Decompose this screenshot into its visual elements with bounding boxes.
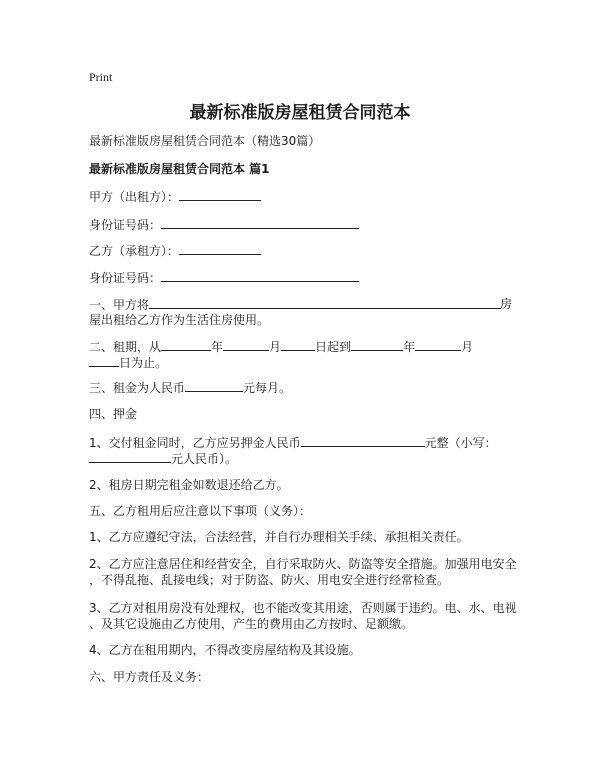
rent-blank — [185, 379, 243, 392]
clause-4-title: 四、押金 — [89, 407, 138, 421]
clause-5-3-line-2: 、及其它设施由乙方使用，产生的费用由乙方按时、足额缴。 — [89, 617, 414, 631]
party-a-label: 甲方（出租方）： — [89, 190, 180, 204]
clause-1-end: 房 — [500, 297, 513, 311]
party-b-line — [89, 242, 261, 259]
clause-5-title: 五、乙方租用后应注意以下事项（义务）： — [89, 504, 312, 518]
clause-5-2-line-2: ，不得乱拖、乱接电线；对于防盗、防火、用电安全进行经常检查。 — [89, 573, 450, 587]
clause-5-2-line-1: 2、乙方应注意居住和经营安全，自行采取防火、防盗等安全措施。加强用电安全 — [89, 557, 517, 571]
day-blank — [281, 338, 315, 351]
clause-4-2: 2、租房日期完租金如数退还给乙方。 — [89, 478, 289, 492]
clause-1-start: 一、甲方将 — [89, 298, 150, 312]
month-blank — [223, 338, 269, 351]
party-a-id-line — [89, 216, 359, 233]
party-a-id-label: 身份证号码： — [89, 218, 162, 232]
section-heading: 最新标准版房屋租赁合同范本 篇1 — [89, 162, 270, 176]
year-blank — [161, 338, 211, 351]
clause-2-line-2 — [89, 354, 167, 371]
clause-3-end: 元每月。 — [243, 381, 292, 395]
end-year-blank — [351, 338, 403, 351]
clause-1-line-2: 屋出租给乙方作为生活住房使用。 — [89, 313, 270, 327]
clause-2-line-1 — [89, 338, 473, 355]
clause-1-line-1 — [89, 296, 501, 313]
end-year-label: 年 — [403, 340, 416, 354]
party-a-line — [89, 188, 261, 205]
party-b-blank — [179, 242, 261, 255]
clause-3-start: 三、租金为人民币 — [89, 381, 186, 395]
deposit-lowercase-blank — [89, 450, 171, 463]
party-b-id-blank — [161, 269, 359, 282]
clause-5-3-line-1: 3、乙方对租用房没有处理权，也不能改变其用途，否则属于违约。电、水、电视 — [89, 601, 517, 615]
clause-4-1-line-1 — [89, 434, 497, 451]
print-link[interactable]: Print — [89, 70, 113, 84]
clause-2-start: 二、租期，从 — [89, 340, 162, 354]
from-label: 日起到 — [315, 340, 352, 354]
clause-2-end: 日为止。 — [119, 356, 168, 370]
clause-5-4: 4、乙方在租用期内，不得改变房屋结构及其设施。 — [89, 643, 361, 657]
deposit-blank — [301, 434, 425, 447]
clause-3 — [89, 379, 291, 396]
party-b-id-line — [89, 269, 359, 286]
month-label: 月 — [269, 340, 282, 354]
end-day-blank — [89, 354, 119, 367]
year-label: 年 — [211, 340, 224, 354]
clause-1-blank — [149, 296, 501, 309]
clause-4-1-start: 1、交付租金同时，乙方应另押金人民币 — [89, 436, 301, 450]
end-month-blank — [415, 338, 461, 351]
clause-4-1-end: 元人民币）。 — [171, 452, 238, 466]
clause-5-1: 1、乙方应遵纪守法，合法经营，并自行办理相关手续、承担相关责任。 — [89, 530, 469, 544]
party-b-id-label: 身份证号码： — [89, 271, 162, 285]
clause-4-1-line-2 — [89, 450, 237, 467]
end-month-label: 月 — [461, 340, 474, 354]
document-subtitle: 最新标准版房屋租赁合同范本（精选30篇） — [89, 134, 321, 148]
clause-4-1-mid: 元整（小写： — [424, 436, 497, 450]
party-a-blank — [179, 188, 261, 201]
party-b-label: 乙方（承租方）： — [89, 244, 180, 258]
clause-6-title: 六、甲方责任及义务： — [89, 670, 210, 684]
document-title: 最新标准版房屋租赁合同范本 — [189, 103, 411, 123]
party-a-id-blank — [161, 216, 359, 229]
